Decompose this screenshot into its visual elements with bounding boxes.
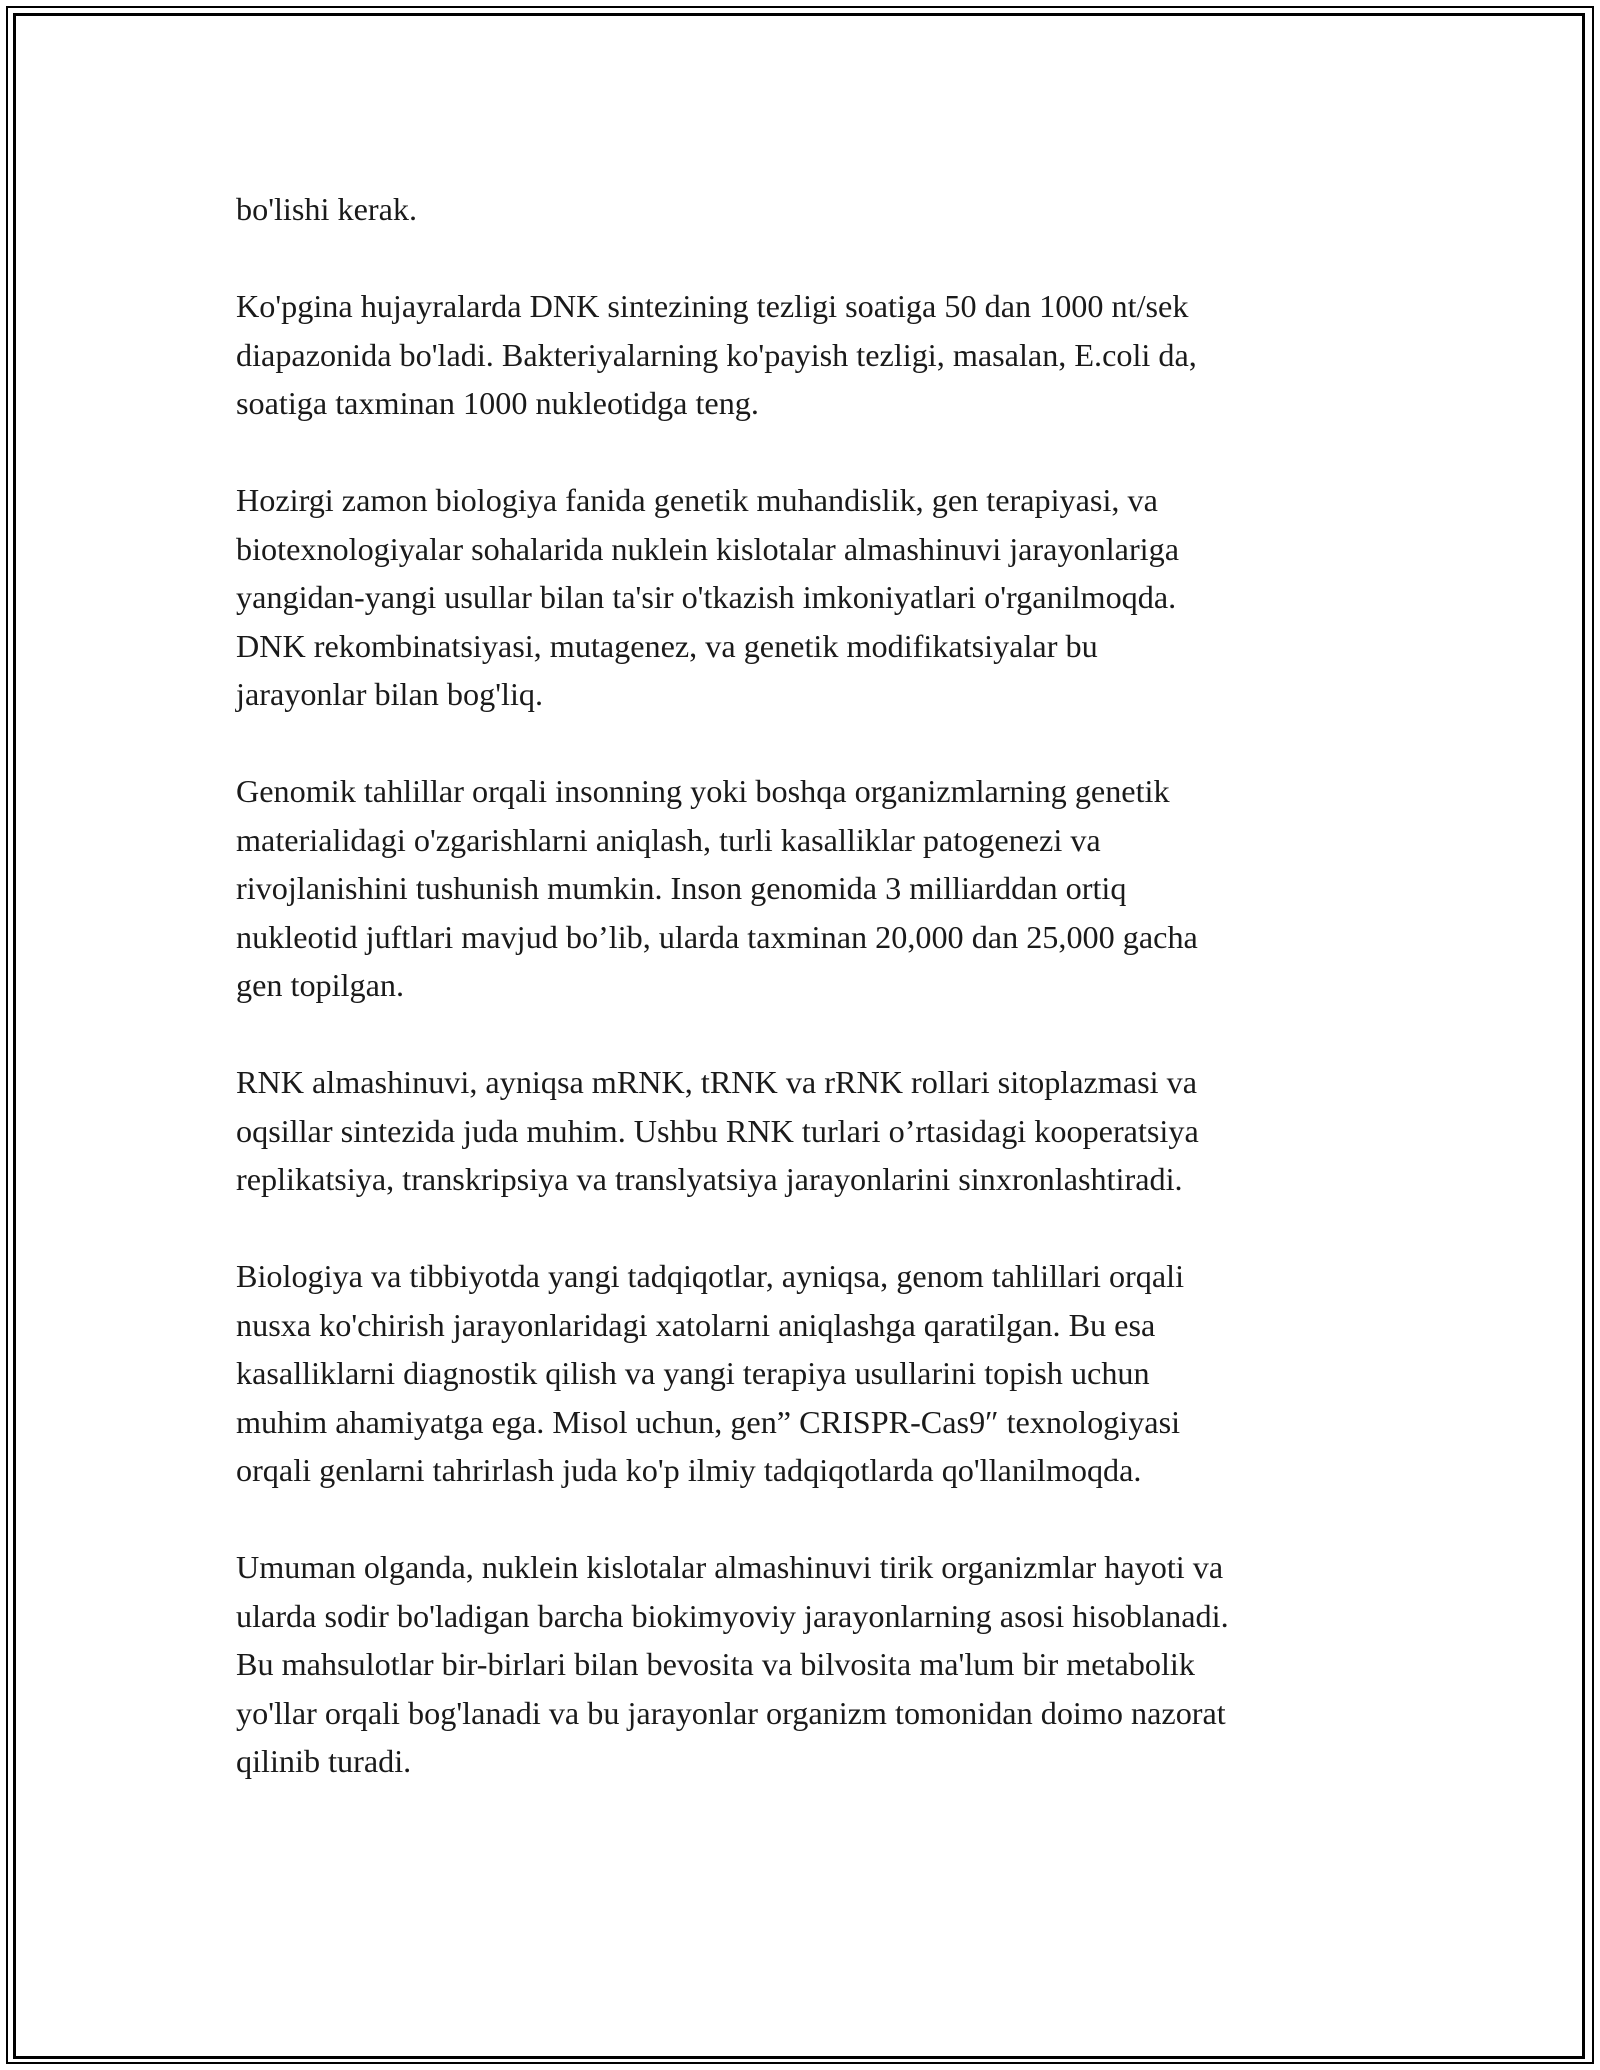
paragraph-genomic-analysis: Genomik tahlillar orqali insonning yoki boshqa organizmlarning genetik materialidagi o'zgarishlarni aniqlash, turli kasalliklar patogenezi va rivojlanishini tushunish mumkin. Inson genomida 3 milliarddan ortiq nukleotid juftlari mavjud bo’lib, ularda taxminan 20,000 dan 25,000 gacha gen topilgan. bbox=[236, 773, 1198, 1003]
paragraph-dna-synthesis-rate: Ko'pgina hujayralarda DNK sintezining tezligi soatiga 50 dan 1000 nt/sek diapazonida bo'ladi. Bakteriyalarning ko'payish tezligi, masalan, E.coli da, soatiga taxminan 1000 nukleotidga teng. bbox=[236, 288, 1197, 421]
paragraph-rna-metabolism: RNK almashinuvi, ayniqsa mRNK, tRNK va rRNK rollari sitoplazmasi va oqsillar sintezida juda muhim. Ushbu RNK turlari o’rtasidagi kooperatsiya replikatsiya, transkripsiya va translyatsiya jarayonlarini sinxronlashtiradi. bbox=[236, 1064, 1199, 1197]
paragraph-conclusion: Umuman olganda, nuklein kislotalar almashinuvi tirik organizmlar hayoti va ularda sodir bo'ladigan barcha biokimyoviy jarayonlarning asosi hisoblanadi. Bu mahsulotlar bir-birlari bilan bevosita va bilvosita ma'lum bir metabolik yo'llar orqali bog'lanadi va bu jarayonlar organizm tomonidan doimo nazorat qilinib turadi. bbox=[236, 1549, 1229, 1779]
paragraph-continuation: bo'lishi kerak. bbox=[236, 191, 418, 227]
document-body bbox=[236, 185, 1376, 1834]
paragraph-crispr-research: Biologiya va tibbiyotda yangi tadqiqotlar, ayniqsa, genom tahlillari orqali nusxa ko'chirish jarayonlaridagi xatolarni aniqlashga qaratilgan. Bu esa kasalliklarni diagnostik qilish va yangi terapiya usullarini topish uchun muhim ahamiyatga ega. Misol uchun, gen” CRISPR-Cas9″ texnologiyasi orqali genlarni tahrirlash juda ko'p ilmiy tadqiqotlarda qo'llanilmoqda. bbox=[236, 1258, 1185, 1488]
paragraph-genetic-engineering: Hozirgi zamon biologiya fanida genetik muhandislik, gen terapiyasi, va biotexnologiyalar sohalarida nuklein kislotalar almashinuvi jarayonlariga yangidan-yangi usullar bilan ta'sir o'tkazish imkoniyatlari o'rganilmoqda. DNK rekombinatsiyasi, mutagenez, va genetik modifikatsiyalar bu jarayonlar bilan bog'liq. bbox=[236, 482, 1179, 712]
